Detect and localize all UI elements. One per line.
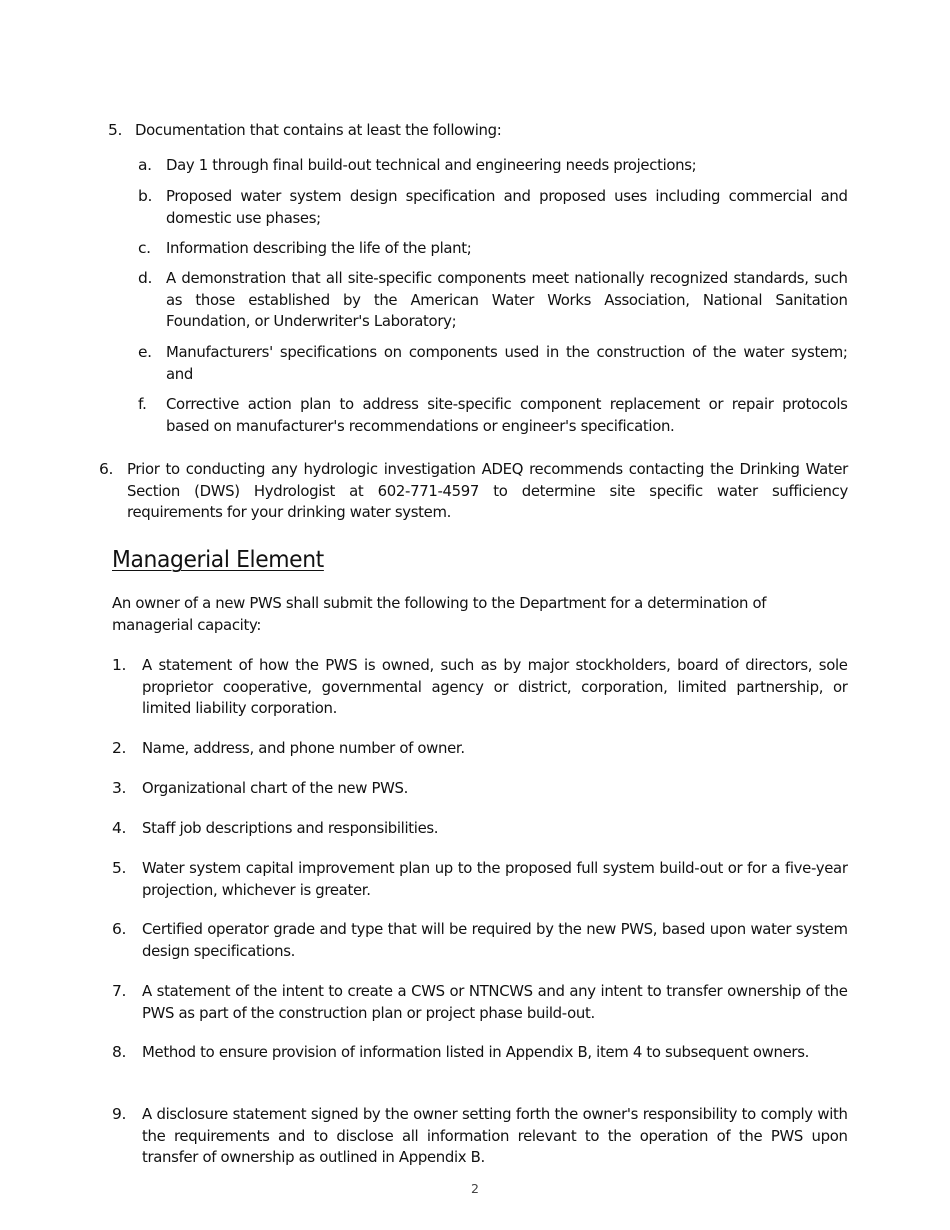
sub-list-item-text: Information describing the life of the plant;	[166, 239, 472, 257]
section-heading: Managerial Element	[112, 547, 324, 573]
list-item-text: Staff job descriptions and responsibilities.	[142, 819, 439, 837]
list-item-text: A disclosure statement signed by the owner setting forth the owner's responsibility to comply with the requirements and to disclose all information relevant to the operation of the PWS upon transfer of ownership as outlined in Appendix B.	[142, 1105, 848, 1166]
sub-list-letter: b.	[138, 187, 153, 205]
sub-list-letter: d.	[138, 269, 153, 287]
list-item-text: Certified operator grade and type that will be required by the new PWS, based upon water system design specifications.	[142, 920, 848, 960]
list-item-text: Water system capital improvement plan up to the proposed full system build-out or for a five-year projection, whichever is greater.	[142, 859, 848, 899]
sub-list-item-text: Day 1 through final build-out technical and engineering needs projections;	[166, 156, 697, 174]
sub-list-letter: e.	[138, 343, 152, 361]
sub-list-item-text: Corrective action plan to address site-specific component replacement or repair protocols based on manufacturer's recommendations or engineer's specification.	[166, 395, 848, 435]
list-item-text: A statement of the intent to create a CWS or NTNCWS and any intent to transfer ownership of the PWS as part of the construction plan or project phase build-out.	[142, 982, 848, 1022]
sub-list-item-text: A demonstration that all site-specific components meet nationally recognized standards, such as those established by the American Water Works Association, National Sanitation Foundation, or Underwriter's Laboratory;	[166, 269, 848, 330]
list-number: 8.	[112, 1043, 127, 1061]
list-number: 7.	[112, 982, 127, 1000]
list-number: 9.	[112, 1105, 127, 1123]
intro-paragraph: An owner of a new PWS shall submit the following to the Department for a determination of managerial capacity:	[112, 594, 767, 634]
list-item-text: A statement of how the PWS is owned, such as by major stockholders, board of directors, sole proprietor cooperative, governmental agency or district, corporation, limited partnership, or limited liability corporation.	[142, 656, 848, 717]
list-item-text: Prior to conducting any hydrologic investigation ADEQ recommends contacting the Drinking Water Section (DWS) Hydrologist at 602-771-4597 to determine site specific water sufficiency requirements for your drinking water system.	[127, 460, 848, 521]
list-number: 4.	[112, 819, 127, 837]
sub-list-letter: a.	[138, 156, 152, 174]
list-item-text: Organizational chart of the new PWS.	[142, 779, 409, 797]
list-item-text: Method to ensure provision of information listed in Appendix B, item 4 to subsequent owners.	[142, 1043, 810, 1061]
sub-list-item-text: Manufacturers' specifications on components used in the construction of the water system; and	[166, 343, 848, 383]
list-number: 5.	[112, 859, 127, 877]
list-number: 6.	[112, 920, 127, 938]
sub-list-item-text: Proposed water system design specification and proposed uses including commercial and domestic use phases;	[166, 187, 848, 227]
list-number: 2.	[112, 739, 127, 757]
list-number: 5.	[108, 121, 123, 139]
list-number: 1.	[112, 656, 127, 674]
list-item-text: Documentation that contains at least the following:	[135, 121, 502, 139]
list-item-text: Name, address, and phone number of owner.	[142, 739, 465, 757]
list-number: 3.	[112, 779, 127, 797]
list-number: 6.	[99, 460, 114, 478]
page-number: 2	[471, 1181, 479, 1196]
sub-list-letter: c.	[138, 239, 151, 257]
sub-list-letter: f.	[138, 395, 147, 413]
